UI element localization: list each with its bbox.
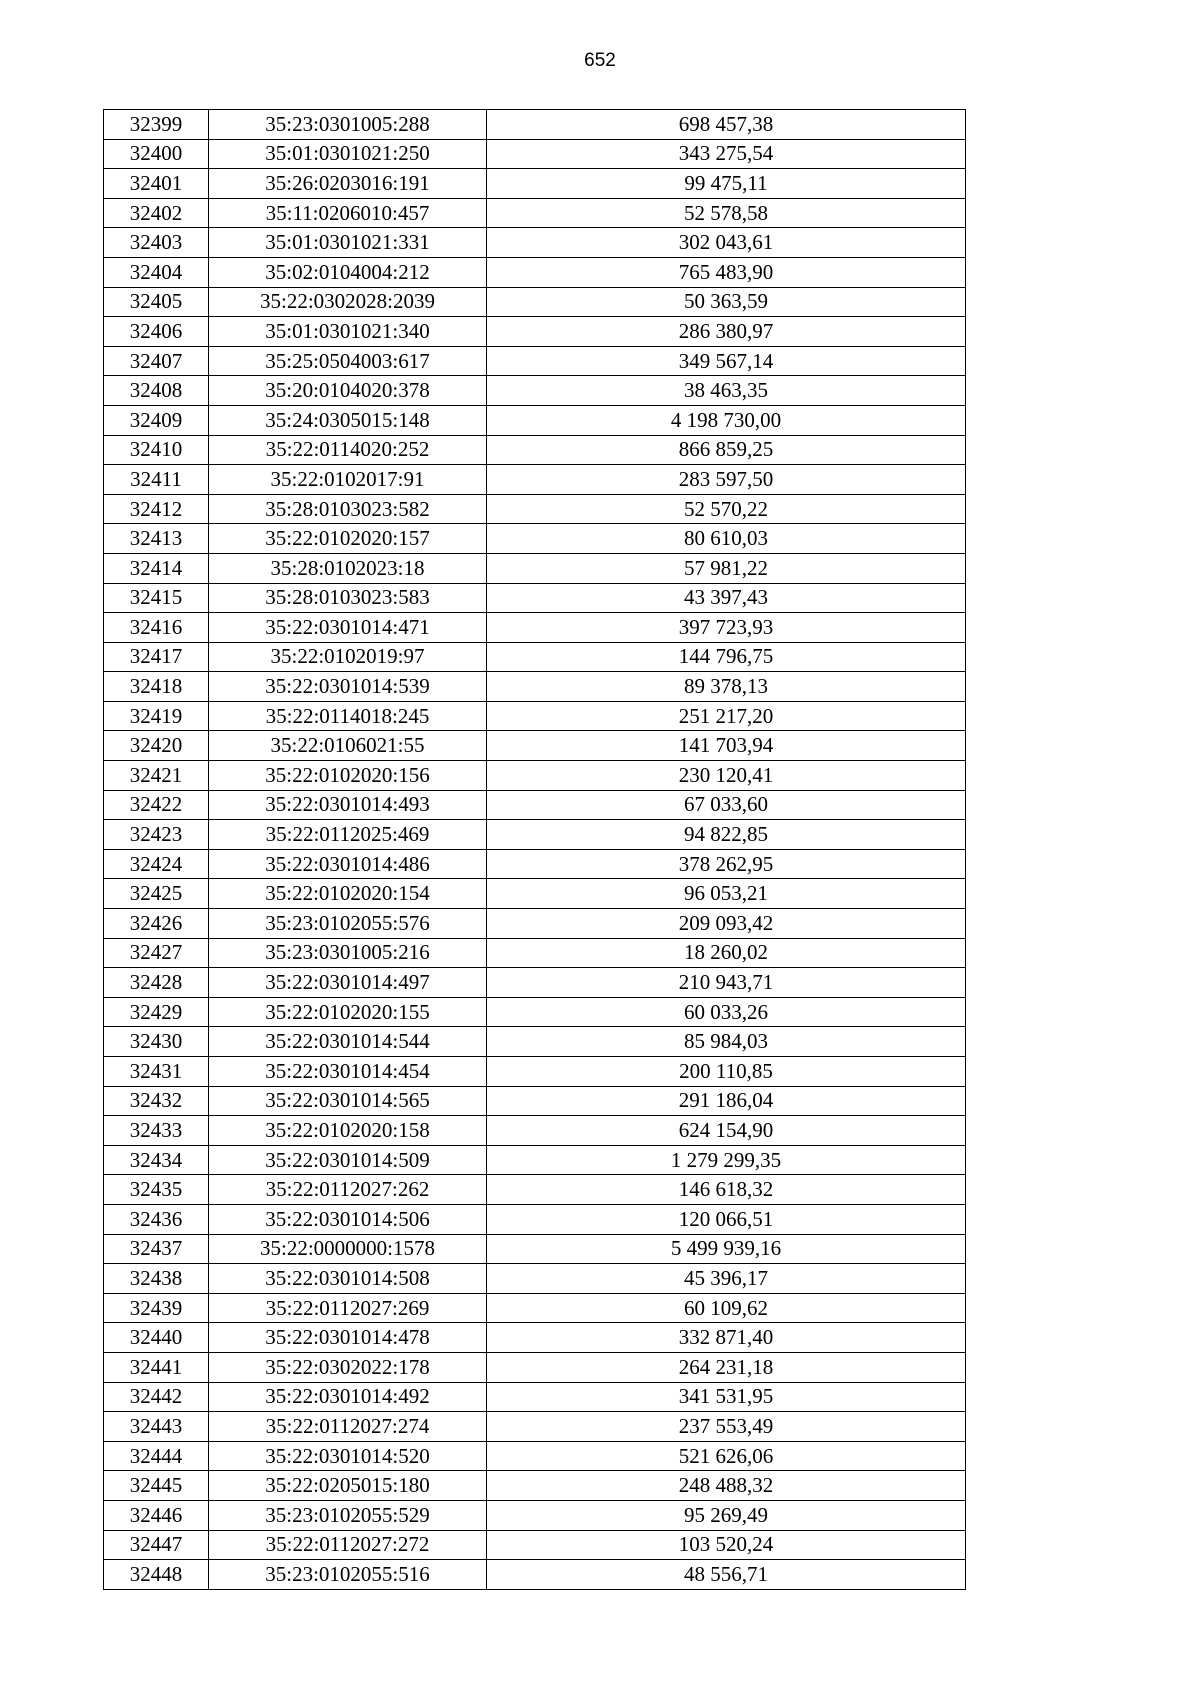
cadastral-value-cell: 251 217,20: [487, 701, 966, 731]
cadastral-value-cell: 38 463,35: [487, 376, 966, 406]
cadastral-number-cell: 35:22:0301014:492: [209, 1382, 487, 1412]
cadastral-number-cell: 35:22:0102020:156: [209, 761, 487, 791]
cadastral-value-cell: 67 033,60: [487, 790, 966, 820]
cadastral-value-cell: 18 260,02: [487, 938, 966, 968]
cadastral-number-cell: 35:22:0102020:158: [209, 1116, 487, 1146]
row-number-cell: 32426: [104, 909, 209, 939]
cadastral-number-cell: 35:22:0000000:1578: [209, 1234, 487, 1264]
row-number-cell: 32414: [104, 553, 209, 583]
row-number-cell: 32442: [104, 1382, 209, 1412]
table-row: [104, 1441, 966, 1471]
row-number-cell: 32401: [104, 169, 209, 199]
row-number-cell: 32425: [104, 879, 209, 909]
table-row: [104, 198, 966, 228]
cadastral-number-cell: 35:23:0301005:216: [209, 938, 487, 968]
cadastral-number-cell: 35:23:0102055:576: [209, 909, 487, 939]
row-number-cell: 32403: [104, 228, 209, 258]
page-number: 652: [584, 50, 616, 71]
row-number-cell: 32440: [104, 1323, 209, 1353]
table-row: [104, 1116, 966, 1146]
row-number-cell: 32421: [104, 761, 209, 791]
cadastral-value-cell: 765 483,90: [487, 257, 966, 287]
table-row: [104, 1057, 966, 1087]
cadastral-value-cell: 291 186,04: [487, 1086, 966, 1116]
cadastral-number-cell: 35:22:0205015:180: [209, 1471, 487, 1501]
row-number-cell: 32411: [104, 465, 209, 495]
cadastral-value-cell: 302 043,61: [487, 228, 966, 258]
table-row: [104, 1264, 966, 1294]
cadastral-value-cell: 57 981,22: [487, 553, 966, 583]
cadastral-value-cell: 5 499 939,16: [487, 1234, 966, 1264]
cadastral-value-cell: 52 578,58: [487, 198, 966, 228]
table-row: [104, 346, 966, 376]
row-number-cell: 32413: [104, 524, 209, 554]
cadastral-value-cell: 120 066,51: [487, 1204, 966, 1234]
row-number-cell: 32412: [104, 494, 209, 524]
cadastral-value-cell: 332 871,40: [487, 1323, 966, 1353]
row-number-cell: 32447: [104, 1530, 209, 1560]
row-number-cell: 32423: [104, 820, 209, 850]
table-row: [104, 1234, 966, 1264]
table-row: [104, 1145, 966, 1175]
cadastral-value-cell: 343 275,54: [487, 139, 966, 169]
table-row: [104, 553, 966, 583]
row-number-cell: 32434: [104, 1145, 209, 1175]
table-row: [104, 938, 966, 968]
cadastral-number-cell: 35:22:0301014:565: [209, 1086, 487, 1116]
cadastral-number-cell: 35:24:0305015:148: [209, 405, 487, 435]
cadastral-number-cell: 35:23:0102055:529: [209, 1500, 487, 1530]
row-number-cell: 32446: [104, 1500, 209, 1530]
table-row: [104, 435, 966, 465]
cadastral-value-cell: 283 597,50: [487, 465, 966, 495]
cadastral-number-cell: 35:22:0102020:157: [209, 524, 487, 554]
row-number-cell: 32448: [104, 1560, 209, 1590]
cadastral-value-cell: 103 520,24: [487, 1530, 966, 1560]
table-row: [104, 1086, 966, 1116]
table-row: [104, 968, 966, 998]
row-number-cell: 32427: [104, 938, 209, 968]
row-number-cell: 32418: [104, 672, 209, 702]
cadastral-number-cell: 35:22:0301014:506: [209, 1204, 487, 1234]
row-number-cell: 32441: [104, 1352, 209, 1382]
cadastral-value-cell: 96 053,21: [487, 879, 966, 909]
table-row: [104, 761, 966, 791]
cadastral-number-cell: 35:22:0301014:520: [209, 1441, 487, 1471]
cadastral-number-cell: 35:22:0301014:471: [209, 613, 487, 643]
cadastral-value-cell: 99 475,11: [487, 169, 966, 199]
cadastral-number-cell: 35:22:0106021:55: [209, 731, 487, 761]
table-row: [104, 1204, 966, 1234]
cadastral-value-cell: 85 984,03: [487, 1027, 966, 1057]
table-row: [104, 879, 966, 909]
row-number-cell: 32437: [104, 1234, 209, 1264]
row-number-cell: 32432: [104, 1086, 209, 1116]
row-number-cell: 32436: [104, 1204, 209, 1234]
table-body: [104, 110, 966, 1590]
cadastral-number-cell: 35:22:0302028:2039: [209, 287, 487, 317]
cadastral-number-cell: 35:22:0301014:539: [209, 672, 487, 702]
row-number-cell: 32400: [104, 139, 209, 169]
cadastral-value-cell: 95 269,49: [487, 1500, 966, 1530]
cadastral-value-cell: 141 703,94: [487, 731, 966, 761]
row-number-cell: 32408: [104, 376, 209, 406]
cadastral-number-cell: 35:22:0114018:245: [209, 701, 487, 731]
row-number-cell: 32415: [104, 583, 209, 613]
cadastral-value-cell: 866 859,25: [487, 435, 966, 465]
row-number-cell: 32420: [104, 731, 209, 761]
cadastral-value-cell: 80 610,03: [487, 524, 966, 554]
table-row: [104, 405, 966, 435]
row-number-cell: 32419: [104, 701, 209, 731]
cadastral-value-cell: 48 556,71: [487, 1560, 966, 1590]
table-row: [104, 1560, 966, 1590]
table-row: [104, 494, 966, 524]
cadastral-number-cell: 35:25:0504003:617: [209, 346, 487, 376]
row-number-cell: 32409: [104, 405, 209, 435]
cadastral-number-cell: 35:22:0301014:493: [209, 790, 487, 820]
cadastral-number-cell: 35:23:0301005:288: [209, 110, 487, 140]
table-row: [104, 849, 966, 879]
table-row: [104, 1027, 966, 1057]
cadastral-number-cell: 35:22:0112027:274: [209, 1412, 487, 1442]
cadastral-number-cell: 35:22:0102020:155: [209, 997, 487, 1027]
table-row: [104, 524, 966, 554]
cadastral-number-cell: 35:11:0206010:457: [209, 198, 487, 228]
row-number-cell: 32402: [104, 198, 209, 228]
table-row: [104, 642, 966, 672]
table-row: [104, 1530, 966, 1560]
cadastral-value-cell: 4 198 730,00: [487, 405, 966, 435]
cadastral-number-cell: 35:22:0112027:262: [209, 1175, 487, 1205]
cadastral-value-cell: 341 531,95: [487, 1382, 966, 1412]
cadastral-value-cell: 146 618,32: [487, 1175, 966, 1205]
cadastral-number-cell: 35:22:0102017:91: [209, 465, 487, 495]
row-number-cell: 32431: [104, 1057, 209, 1087]
cadastral-number-cell: 35:22:0301014:478: [209, 1323, 487, 1353]
table-row: [104, 820, 966, 850]
cadastral-number-cell: 35:22:0102019:97: [209, 642, 487, 672]
cadastral-number-cell: 35:02:0104004:212: [209, 257, 487, 287]
row-number-cell: 32407: [104, 346, 209, 376]
table-row: [104, 790, 966, 820]
row-number-cell: 32406: [104, 317, 209, 347]
cadastral-value-cell: 624 154,90: [487, 1116, 966, 1146]
row-number-cell: 32399: [104, 110, 209, 140]
table-row: [104, 1352, 966, 1382]
table-row: [104, 1382, 966, 1412]
cadastral-number-cell: 35:22:0301014:544: [209, 1027, 487, 1057]
cadastral-value-cell: 45 396,17: [487, 1264, 966, 1294]
cadastral-value-cell: 286 380,97: [487, 317, 966, 347]
cadastral-number-cell: 35:01:0301021:340: [209, 317, 487, 347]
table-row: [104, 701, 966, 731]
cadastral-number-cell: 35:22:0102020:154: [209, 879, 487, 909]
row-number-cell: 32416: [104, 613, 209, 643]
row-number-cell: 32410: [104, 435, 209, 465]
cadastral-value-cell: 50 363,59: [487, 287, 966, 317]
table-row: [104, 583, 966, 613]
row-number-cell: 32422: [104, 790, 209, 820]
row-number-cell: 32404: [104, 257, 209, 287]
row-number-cell: 32445: [104, 1471, 209, 1501]
row-number-cell: 32439: [104, 1293, 209, 1323]
cadastral-value-cell: 43 397,43: [487, 583, 966, 613]
cadastral-number-cell: 35:22:0112027:272: [209, 1530, 487, 1560]
row-number-cell: 32443: [104, 1412, 209, 1442]
cadastral-value-cell: 349 567,14: [487, 346, 966, 376]
row-number-cell: 32417: [104, 642, 209, 672]
cadastral-value-cell: 397 723,93: [487, 613, 966, 643]
cadastral-value-cell: 378 262,95: [487, 849, 966, 879]
table-row: [104, 909, 966, 939]
cadastral-value-cell: 698 457,38: [487, 110, 966, 140]
table-row: [104, 139, 966, 169]
cadastral-value-cell: 52 570,22: [487, 494, 966, 524]
row-number-cell: 32438: [104, 1264, 209, 1294]
row-number-cell: 32428: [104, 968, 209, 998]
cadastral-number-cell: 35:22:0112025:469: [209, 820, 487, 850]
cadastral-number-cell: 35:22:0112027:269: [209, 1293, 487, 1323]
table-row: [104, 731, 966, 761]
table-row: [104, 169, 966, 199]
cadastral-number-cell: 35:22:0301014:497: [209, 968, 487, 998]
cadastral-number-cell: 35:01:0301021:331: [209, 228, 487, 258]
table-row: [104, 997, 966, 1027]
cadastral-number-cell: 35:22:0301014:486: [209, 849, 487, 879]
row-number-cell: 32424: [104, 849, 209, 879]
table-row: [104, 1412, 966, 1442]
cadastral-number-cell: 35:28:0103023:583: [209, 583, 487, 613]
row-number-cell: 32435: [104, 1175, 209, 1205]
cadastral-value-cell: 209 093,42: [487, 909, 966, 939]
cadastral-number-cell: 35:23:0102055:516: [209, 1560, 487, 1590]
cadastral-number-cell: 35:22:0114020:252: [209, 435, 487, 465]
cadastral-value-cell: 230 120,41: [487, 761, 966, 791]
cadastral-value-cell: 144 796,75: [487, 642, 966, 672]
cadastral-value-cell: 60 109,62: [487, 1293, 966, 1323]
table-row: [104, 1175, 966, 1205]
table-row: [104, 376, 966, 406]
row-number-cell: 32430: [104, 1027, 209, 1057]
table-row: [104, 228, 966, 258]
cadastral-value-cell: 264 231,18: [487, 1352, 966, 1382]
cadastral-value-cell: 94 822,85: [487, 820, 966, 850]
cadastral-number-cell: 35:22:0301014:508: [209, 1264, 487, 1294]
row-number-cell: 32429: [104, 997, 209, 1027]
table-row: [104, 110, 966, 140]
cadastral-number-cell: 35:22:0301014:509: [209, 1145, 487, 1175]
cadastral-value-cell: 521 626,06: [487, 1441, 966, 1471]
table-row: [104, 287, 966, 317]
cadastral-value-cell: 210 943,71: [487, 968, 966, 998]
cadastral-value-cell: 248 488,32: [487, 1471, 966, 1501]
table-row: [104, 1293, 966, 1323]
cadastral-value-cell: 237 553,49: [487, 1412, 966, 1442]
cadastral-value-cell: 200 110,85: [487, 1057, 966, 1087]
row-number-cell: 32405: [104, 287, 209, 317]
row-number-cell: 32433: [104, 1116, 209, 1146]
cadastral-number-cell: 35:22:0301014:454: [209, 1057, 487, 1087]
table-row: [104, 613, 966, 643]
cadastral-number-cell: 35:28:0102023:18: [209, 553, 487, 583]
cadastral-value-table: [103, 109, 966, 1590]
table-row: [104, 1500, 966, 1530]
cadastral-number-cell: 35:20:0104020:378: [209, 376, 487, 406]
cadastral-number-cell: 35:22:0302022:178: [209, 1352, 487, 1382]
cadastral-value-cell: 60 033,26: [487, 997, 966, 1027]
table-row: [104, 1323, 966, 1353]
cadastral-value-cell: 89 378,13: [487, 672, 966, 702]
cadastral-number-cell: 35:01:0301021:250: [209, 139, 487, 169]
table-row: [104, 1471, 966, 1501]
row-number-cell: 32444: [104, 1441, 209, 1471]
table-row: [104, 257, 966, 287]
table-row: [104, 672, 966, 702]
cadastral-number-cell: 35:28:0103023:582: [209, 494, 487, 524]
table-row: [104, 317, 966, 347]
cadastral-value-cell: 1 279 299,35: [487, 1145, 966, 1175]
table-row: [104, 465, 966, 495]
cadastral-number-cell: 35:26:0203016:191: [209, 169, 487, 199]
